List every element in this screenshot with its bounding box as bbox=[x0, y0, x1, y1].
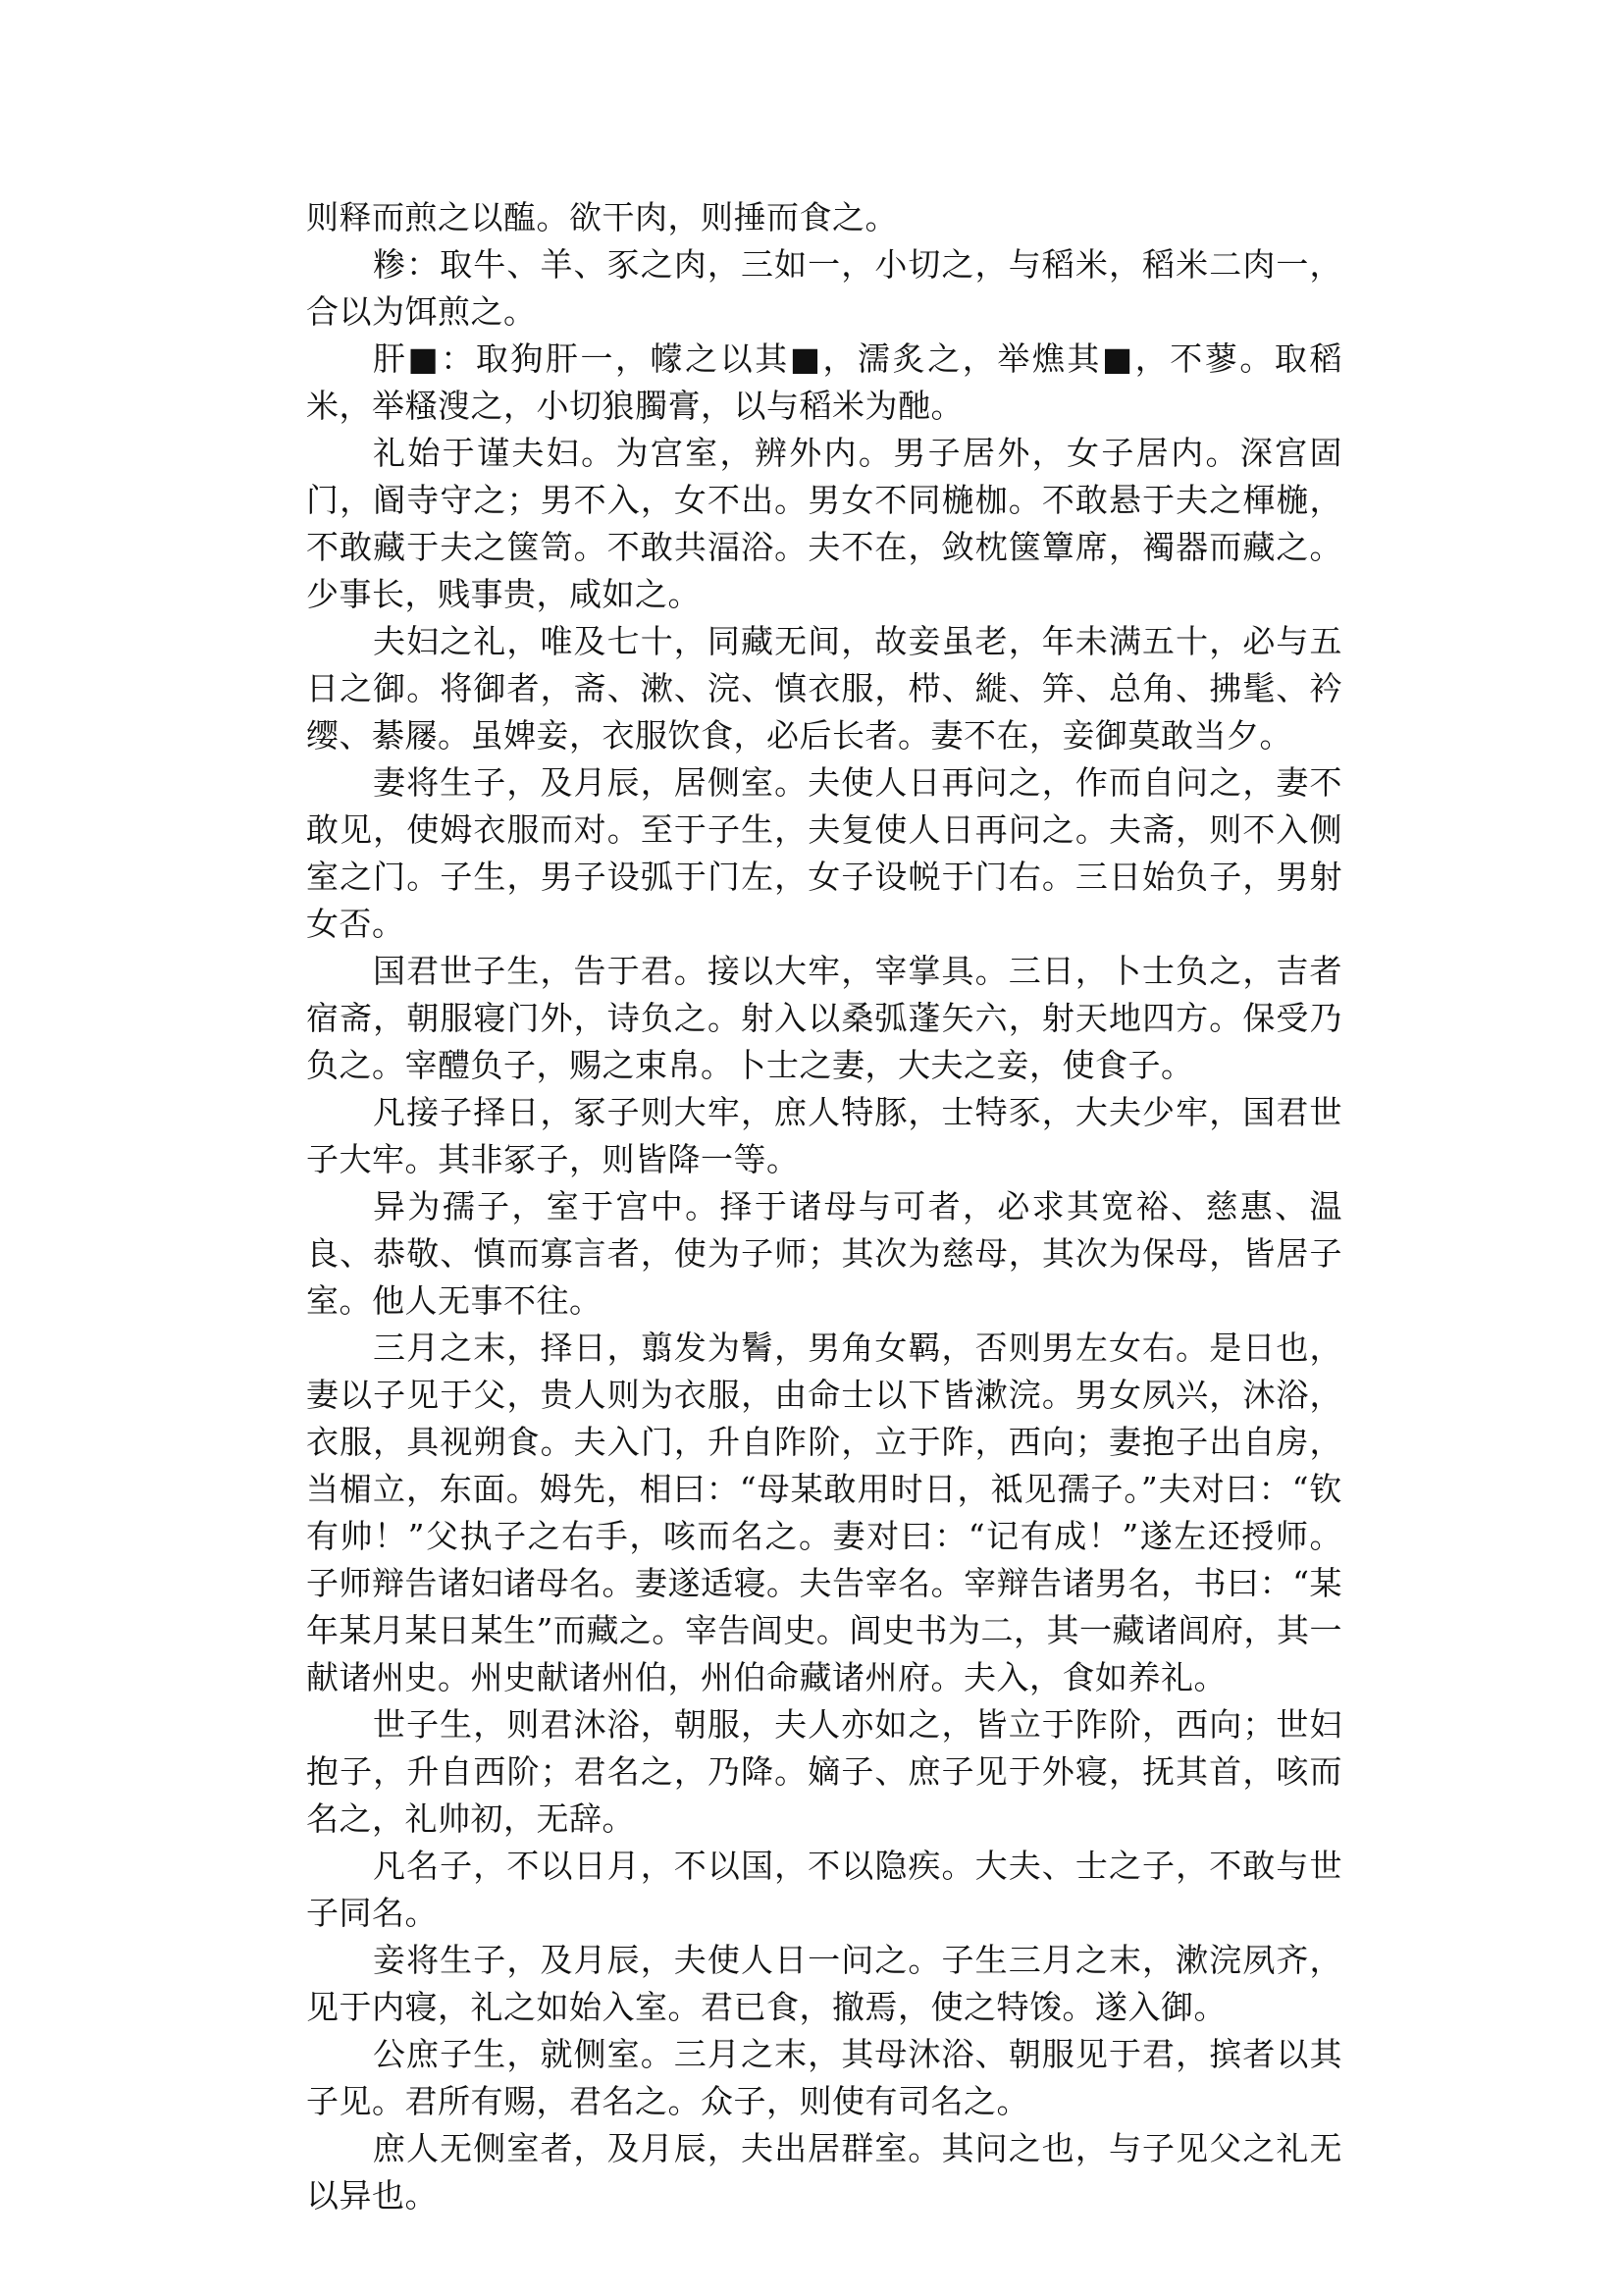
paragraph-gan: 肝■：取狗肝一，幪之以其■，濡炙之，举燋其■，不蓼。取稻米，举糔溲之，小切狼臅膏，以与稻米为酏。 bbox=[306, 339, 1342, 425]
document-page bbox=[306, 194, 1342, 2219]
paragraph-continuation: 则释而煎之以醢。欲干肉，则捶而食之。 bbox=[306, 198, 898, 236]
paragraph-guojun-shizi: 国君世子生，告于君。接以大牢，宰掌具。三日，卜士负之，吉者宿斋，朝服寝门外，诗负之。射入以桑弧蓬矢六，射天地四方。保受乃负之。宰醴负子，赐之束帛。卜士之妻，大夫之妾，使食子。 bbox=[306, 952, 1342, 1084]
paragraph-qie-jiang-shengzi: 妾将生子，及月辰，夫使人日一问之。子生三月之末，漱浣夙齐，见于内寝，礼之如始入室。君已食，撤焉，使之特馂。遂入御。 bbox=[306, 1941, 1342, 2026]
paragraph-yi-wei-ruzi: 异为孺子，室于宫中。择于诸母与可者，必求其宽裕、慈惠、温良、恭敬、慎而寡言者，使为子师；其次为慈母，其次为保母，皆居子室。他人无事不往。 bbox=[306, 1187, 1342, 1320]
paragraph-sanyue-zhimo: 三月之末，择日，翦发为鬌，男角女羁，否则男左女右。是日也，妻以子见于父，贵人则为衣服，由命士以下皆漱浣。男女夙兴，沐浴，衣服，具视朔食。夫入门，升自阼阶，立于阼，西向；妻抱子出自房，当楣立，东面。姆先，相曰：“母某敢用时日，祗见孺子。”夫对曰：“钦有帅！”父执子之右手，咳而名之。妻对曰：“记有成！”遂左还授师。子师辩告诸妇诸母名。妻遂适寝。夫告宰名。宰辩告诸男名，书曰：“某年某月某日某生”而藏之。宰告闾史。闾史书为二，其一藏诸闾府，其一献诸州史。州史献诸州伯，州伯命藏诸州府。夫入，食如养礼。 bbox=[306, 1329, 1342, 1696]
paragraph-shuren: 庶人无侧室者，及月辰，夫出居群室。其问之也，与子见父之礼无以异也。 bbox=[306, 2129, 1342, 2215]
paragraph-jiezi-zeri: 凡接子择日，冢子则大牢，庶人特豚，士特豕，大夫少牢，国君世子大牢。其非冢子，则皆降一等。 bbox=[306, 1093, 1342, 1178]
paragraph-gong-shuzi: 公庶子生，就侧室。三月之末，其母沐浴、朝服见于君，摈者以其子见。君所有赐，君名之。众子，则使有司名之。 bbox=[306, 2035, 1342, 2120]
paragraph-fufu-zhi-li: 夫妇之礼，唯及七十，同藏无间，故妾虽老，年未满五十，必与五日之御。将御者，斋、漱、浣、慎衣服，栉、縰、笄、总角、拂髦、衿缨、綦屦。虽婢妾，衣服饮食，必后长者。妻不在，妾御莫敢当夕。 bbox=[306, 622, 1342, 755]
paragraph-qi-jiang-shengzi: 妻将生子，及月辰，居侧室。夫使人日再问之，作而自问之，妻不敢见，使姆衣服而对。至于子生，夫复使人日再问之。夫斋，则不入侧室之门。子生，男子设弧于门左，女子设帨于门右。三日始负子，男射女否。 bbox=[306, 763, 1342, 943]
paragraph-shizi-sheng: 世子生，则君沐浴，朝服，夫人亦如之，皆立于阼阶，西向；世妇抱子，升自西阶；君名之，乃降。嫡子、庶子见于外寝，抚其首，咳而名之，礼帅初，无辞。 bbox=[306, 1705, 1342, 1838]
paragraph-li-shi: 礼始于谨夫妇。为宫室，辨外内。男子居外，女子居内。深宫固门，阍寺守之；男不入，女不出。男女不同椸枷。不敢悬于夫之楎椸，不敢藏于夫之箧笥。不敢共湢浴。夫不在，敛枕箧簟席，襡器而藏之。少事长，贱事贵，咸如之。 bbox=[306, 434, 1342, 613]
paragraph-ming-zi: 凡名子，不以日月，不以国，不以隐疾。大夫、士之子，不敢与世子同名。 bbox=[306, 1847, 1342, 1932]
paragraph-san: 糁：取牛、羊、豕之肉，三如一，小切之，与稻米，稻米二肉一，合以为饵煎之。 bbox=[306, 245, 1342, 331]
